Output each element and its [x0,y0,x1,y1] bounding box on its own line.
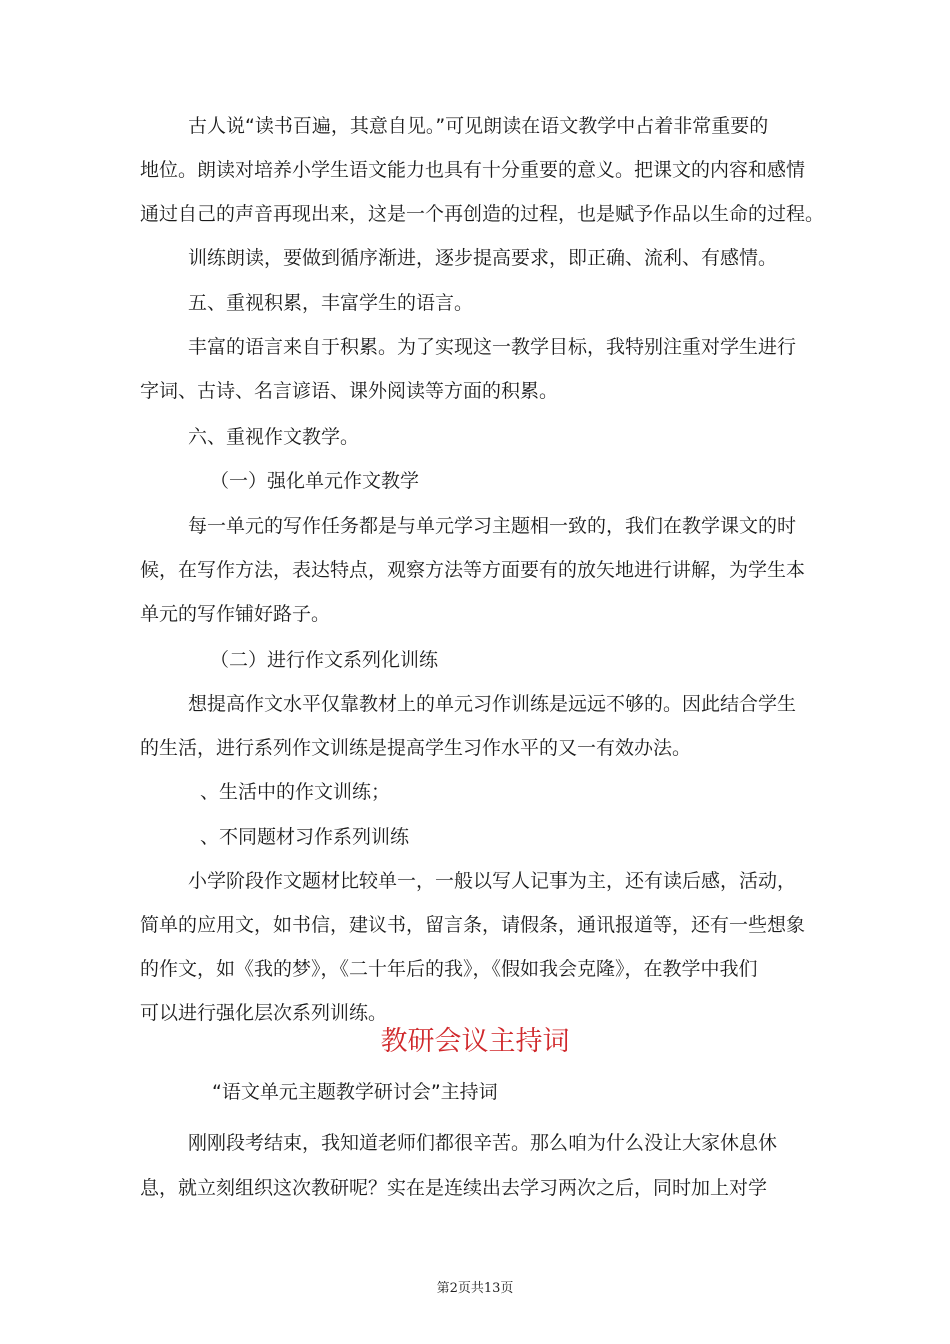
list-item: 、生活中的作文训练； [200,781,391,803]
paragraph-line: 字词、古诗、名言谚语、课外阅读等方面的积累。 [140,380,559,402]
subtitle: “语文单元主题教学研讨会”主持词 [212,1081,498,1103]
paragraph-line: 的生活，进行系列作文训练是提高学生习作水平的又一有效办法。 [140,737,692,759]
paragraph-line: 刚刚段考结束，我知道老师们都很辛苦。那么咱为什么没让大家休息休 [188,1132,778,1154]
paragraph-line: 的作文，如《我的梦》，《二十年后的我》，《假如我会克隆》，在教学中我们 [140,958,758,980]
paragraph-line: 古人说“读书百遍，其意自见。”可见朗读在语文教学中占着非常重要的 [188,115,769,137]
section-heading: 五、重视积累，丰富学生的语言。 [188,292,474,314]
paragraph-line: 通过自己的声音再现出来，这是一个再创造的过程，也是赋予作品以生命的过程。 [140,203,825,225]
paragraph-line: 每一单元的写作任务都是与单元学习主题相一致的，我们在教学课文的时 [188,515,797,537]
subsection-heading: （一）强化单元作文教学 [210,470,420,492]
subsection-heading: （二）进行作文系列化训练 [210,649,439,671]
paragraph-line: 可以进行强化层次系列训练。 [140,1002,388,1024]
paragraph-line: 地位。朗读对培养小学生语文能力也具有十分重要的意义。把课文的内容和感情 [140,159,806,181]
list-item: 、不同题材习作系列训练 [200,826,410,848]
section-title: 教研会议主持词 [380,1026,570,1057]
paragraph-line: 想提高作文水平仅靠教材上的单元习作训练是远远不够的。因此结合学生 [188,693,797,715]
page-number-footer: 第2页共13页 [436,1281,514,1296]
paragraph-line: 丰富的语言来自于积累。为了实现这一教学目标，我特别注重对学生进行 [188,336,797,358]
section-heading: 六、重视作文教学。 [188,426,360,448]
paragraph-line: 单元的写作铺好路子。 [140,603,331,625]
paragraph-line: 小学阶段作文题材比较单一，一般以写人记事为主，还有读后感，活动， [188,870,797,892]
paragraph-line: 简单的应用文，如书信，建议书，留言条，请假条，通讯报道等，还有一些想象 [140,914,806,936]
paragraph-line: 训练朗读，要做到循序渐进，逐步提高要求，即正确、流利、有感情。 [188,247,778,269]
paragraph-line: 候，在写作方法，表达特点，观察方法等方面要有的放矢地进行讲解，为学生本 [140,559,806,581]
paragraph-line: 息，就立刻组织这次教研呢？实在是连续出去学习两次之后，同时加上对学 [140,1177,768,1199]
